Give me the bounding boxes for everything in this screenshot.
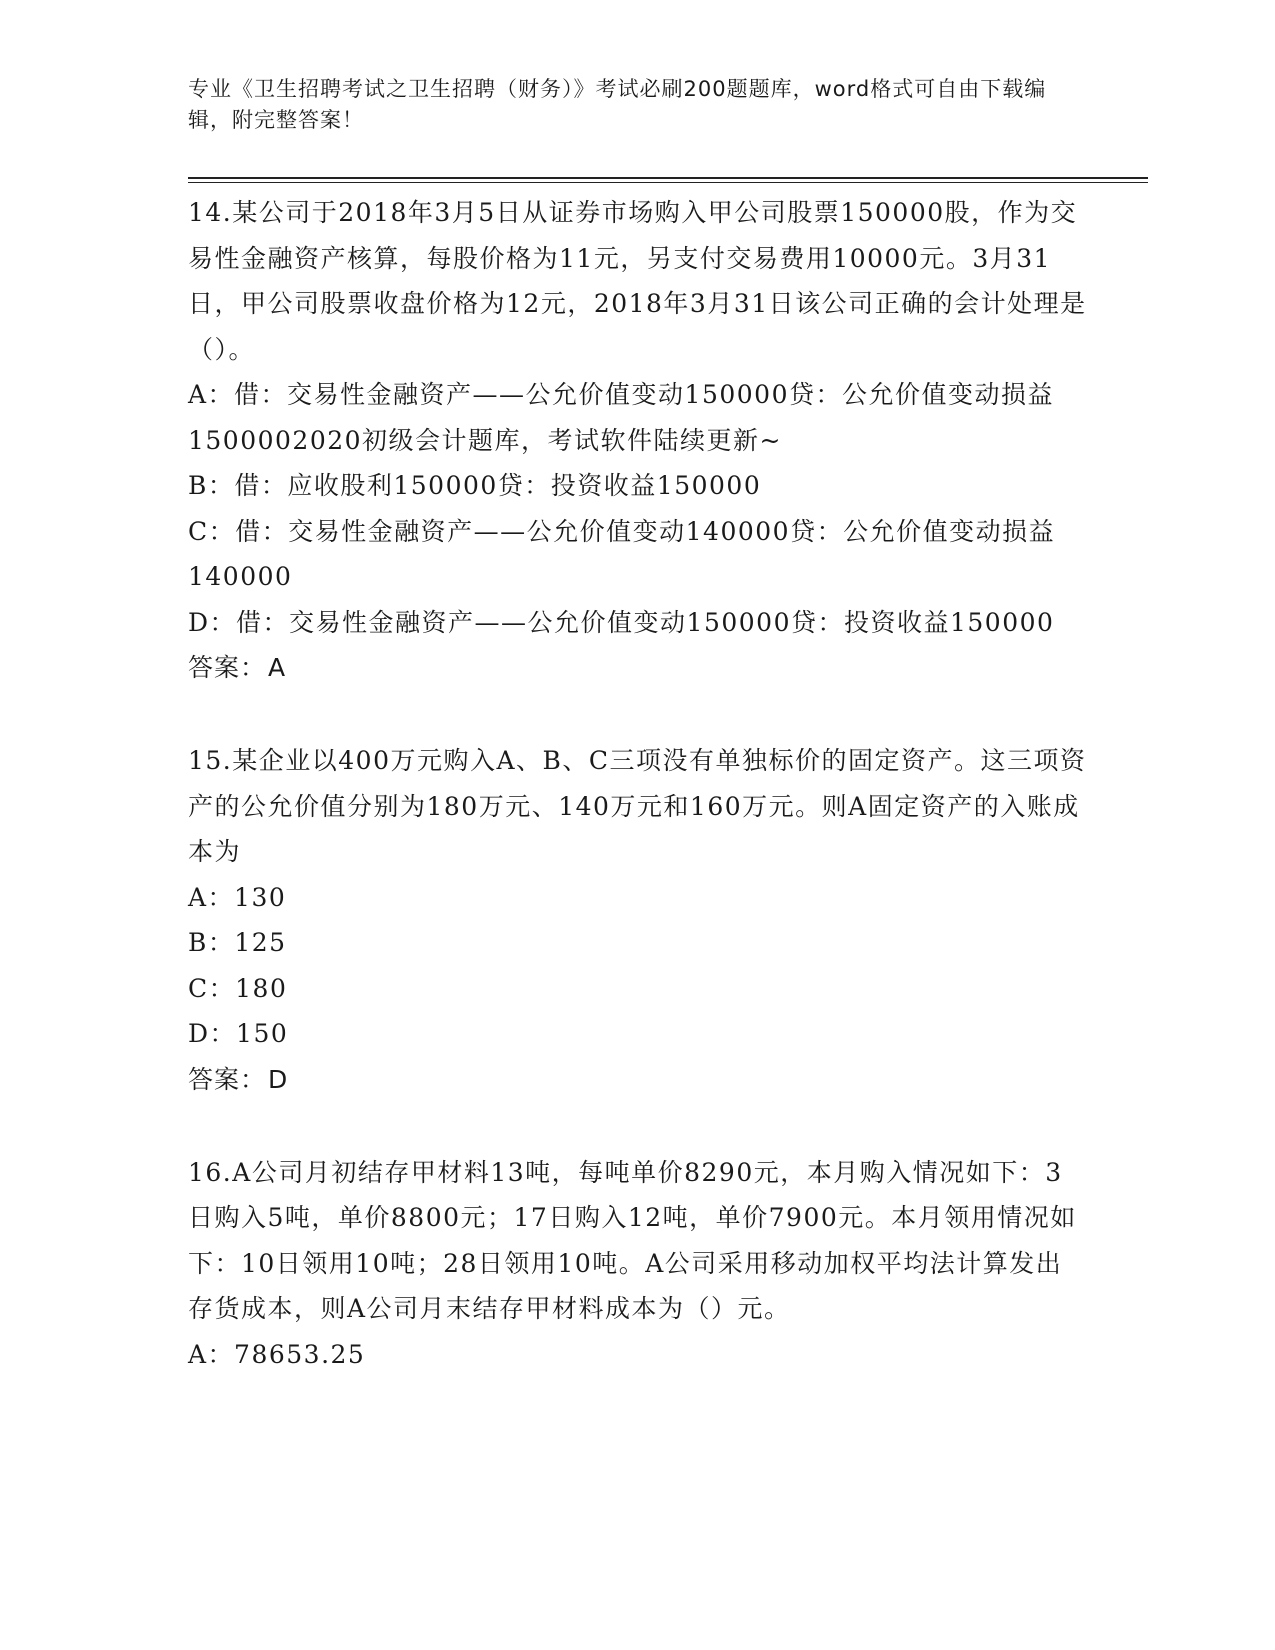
option-a: A：78653.25 [188,1339,366,1369]
question-14 [188,190,1088,690]
option-d: D：借：交易性金融资产——公允价值变动150000贷：投资收益150000 [188,607,1055,637]
header-divider-thin [188,182,1148,183]
option-a: A：130 [188,882,287,912]
question-text: 15.某企业以400万元购入A、B、C三项没有单独标价的固定资产。这三项资产的公允价值分别为180万元、140万元和160万元。则A固定资产的入账成本为 [188,746,1087,866]
option-b: B：借：应收股利150000贷：投资收益150000 [188,471,762,500]
question-text: 14.某公司于2018年3月5日从证券市场购入甲公司股票150000股，作为交易性金融资产核算，每股价格为11元，另支付交易费用10000元。3月31日，甲公司股票收盘价格为12元，2018年3月31日该公司正确的会计处理是（）。 [188,198,1087,364]
answer-value: D [268,1064,289,1094]
question-spacer [188,690,1088,738]
option-d: D：150 [188,1019,289,1048]
option-c: C：180 [188,973,288,1003]
option-c: C：借：交易性金融资产——公允价值变动140000贷：公允价值变动损益140000 [188,516,1056,591]
document-header: 专业《卫生招聘考试之卫生招聘（财务）》考试必刷200题题库，word格式可自由下载编辑，附完整答案！ [188,77,1047,132]
option-b: B：125 [188,928,287,957]
answer-label: 答案： [188,653,267,682]
answer-value: A [268,653,287,682]
answer-line [188,1057,1088,1102]
question-15 [188,738,1088,1102]
answer-line [188,645,1088,690]
answer-label: 答案： [188,1064,267,1094]
question-text: 16.A公司月初结存甲材料13吨，每吨单价8290元，本月购入情况如下：3日购入5吨，单价8800元；17日购入12吨，单价7900元。本月领用情况如下：10日领用10吨；28日领用10吨。A公司采用移动加权平均法计算发出存货成本，则A公司月末结存甲材料成本为（）元。 [188,1157,1077,1323]
header-divider [188,177,1148,179]
question-spacer [188,1102,1088,1150]
question-list [188,190,1088,1377]
option-a: A：借：交易性金融资产——公允价值变动150000贷：公允价值变动损益1500002020初级会计题库，考试软件陆续更新~ [188,380,1054,455]
question-16 [188,1150,1088,1378]
